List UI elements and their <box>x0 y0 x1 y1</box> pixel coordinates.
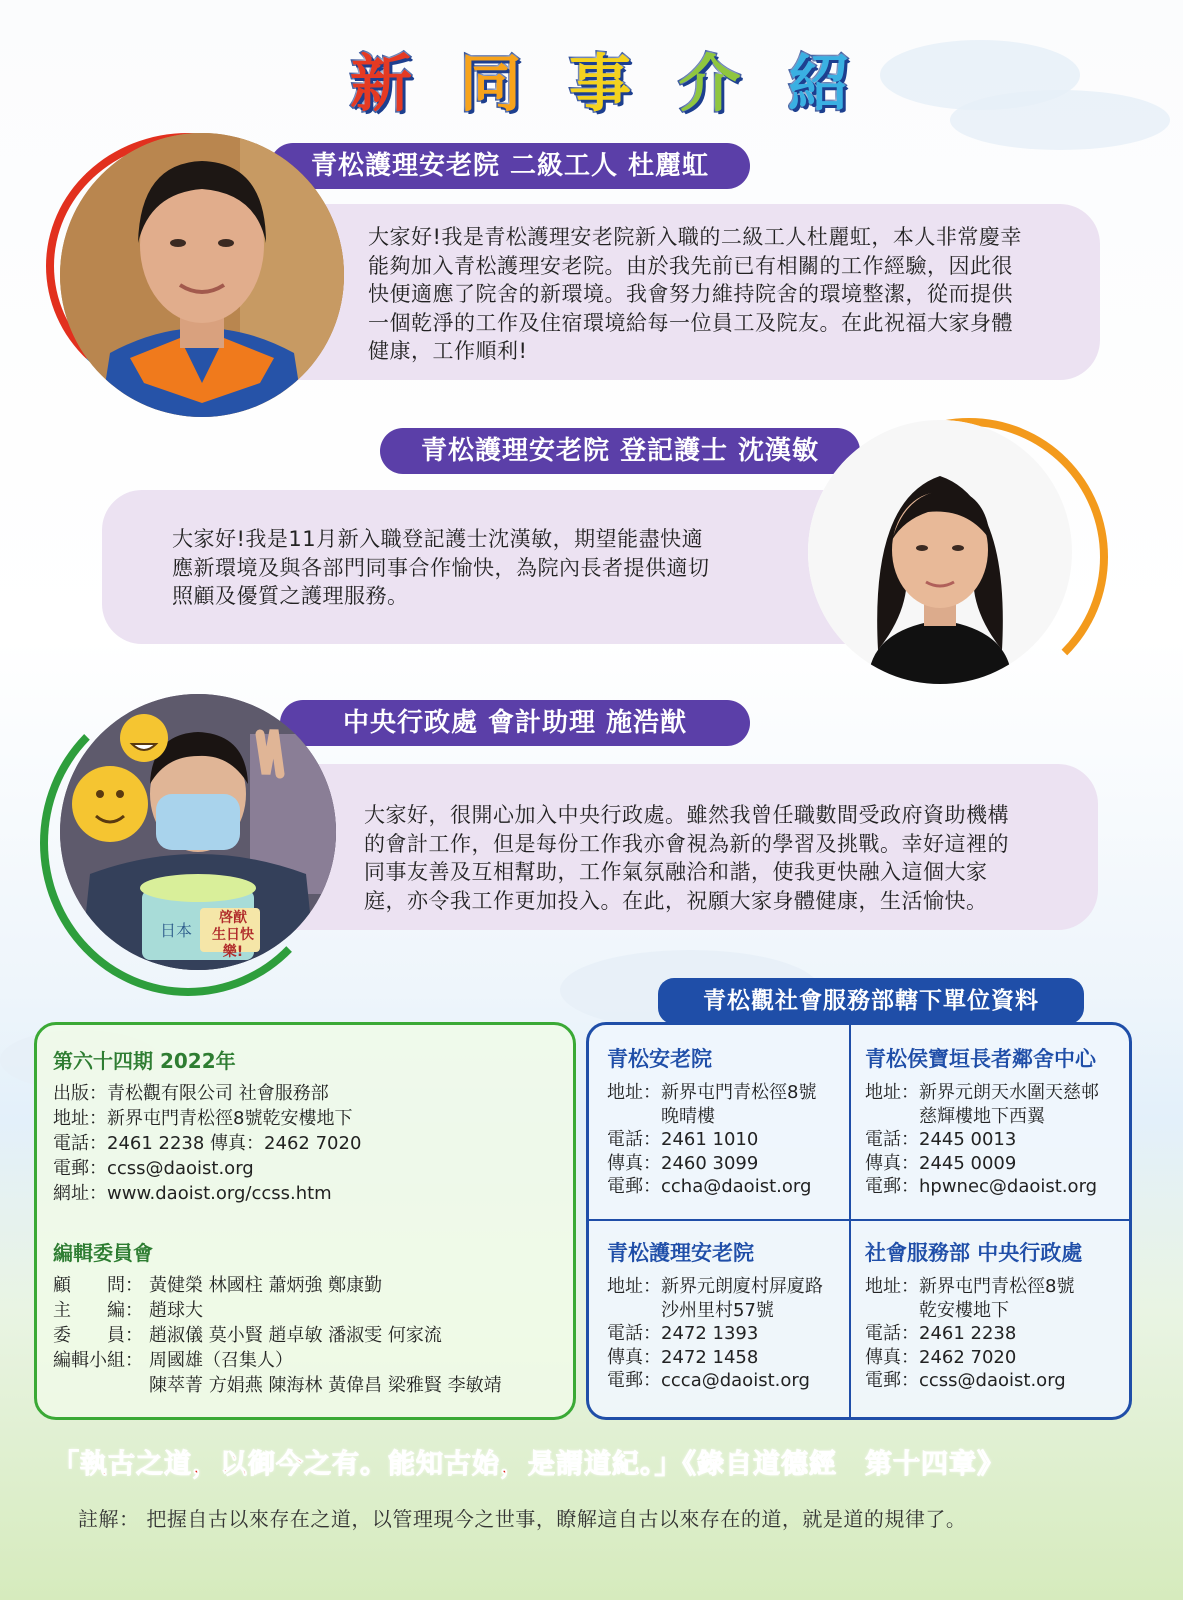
committee-names: 周國雄（召集人） <box>149 1350 293 1371</box>
committee-role: 委 員： <box>53 1325 143 1346</box>
publisher-line: 出版：青松觀有限公司 社會服務部 <box>53 1083 329 1104</box>
portrait-image <box>808 420 1072 684</box>
staff-1-text <box>368 223 1088 366</box>
units-banner: 青松觀社會服務部轄下單位資料 <box>658 978 1084 1024</box>
staff-3-text-line: 的會計工作，但是每份工作我亦會視為新的學習及挑戰。幸好這裡的 <box>364 831 1009 856</box>
unit-line: 電郵：ccca@daoist.org <box>607 1370 810 1391</box>
units-box <box>586 1022 1132 1420</box>
publisher-line: 網址：www.daoist.org/ccss.htm <box>53 1183 332 1204</box>
unit-card <box>865 1237 1082 1393</box>
staff-3-text-line: 庭，亦令我工作更加投入。在此，祝願大家身體健康，生活愉快。 <box>364 888 988 913</box>
staff-2-photo <box>808 420 1072 684</box>
birthday-card-line: 啓猷 <box>219 910 247 926</box>
committee-names: 趙球大 <box>149 1300 203 1321</box>
staff-2-heading: 青松護理安老院 登記護士 沈漢敏 <box>380 428 860 474</box>
committee-role: 顧 問： <box>53 1275 143 1296</box>
staff-1-text-line: 大家好!我是青松護理安老院新入職的二級工人杜麗虹，本人非常慶幸 <box>368 225 1022 249</box>
unit-line: 乾安樓地下 <box>865 1299 1009 1321</box>
publisher-details <box>53 1081 361 1206</box>
staff-3-text-line: 同事友善及互相幫助，工作氣氛融洽和諧，使我更快融入這個大家 <box>364 860 988 884</box>
staff-1-text-line: 能夠加入青松護理安老院。由於我先前已有相關的工作經驗，因此很 <box>368 253 1013 278</box>
unit-card <box>865 1043 1099 1199</box>
staff-1-photo <box>60 133 344 417</box>
title-char: 紹 <box>787 47 850 120</box>
unit-line: 電話：2461 1010 <box>607 1129 759 1150</box>
title-char: 介 <box>678 47 741 120</box>
portrait-image <box>60 694 336 970</box>
committee-row <box>53 1373 502 1398</box>
unit-line: 電話：2445 0013 <box>865 1129 1017 1150</box>
staff-1-heading: 青松護理安老院 二級工人 杜麗虹 <box>270 143 750 189</box>
page-title <box>350 44 850 124</box>
unit-line: 電郵：ccha@daoist.org <box>607 1176 812 1197</box>
cloud-decoration <box>950 90 1170 150</box>
unit-line: 傳真：2462 7020 <box>865 1346 1017 1368</box>
unit-name: 青松侯寶垣長者鄰舍中心 <box>865 1047 1096 1071</box>
staff-3-text <box>364 801 1084 915</box>
issue-number: 第六十四期 2022年 <box>53 1049 236 1073</box>
staff-2-text-line: 大家好!我是11月新入職登記護士沈漢敏，期望能盡快適 <box>172 527 704 551</box>
unit-name: 青松護理安老院 <box>607 1241 754 1265</box>
committee-row <box>53 1298 502 1323</box>
unit-line: 地址：新界元朗廈村屏廈路 <box>607 1276 823 1297</box>
staff-2-text-line: 照顧及優質之護理服務。 <box>172 584 409 608</box>
title-char: 新 <box>350 47 413 120</box>
quote-annotation: 註解： 把握自古以來存在之道，以管理現今之世事，瞭解這自古以來存在的道，就是道的規律了。 <box>78 1507 967 1531</box>
title-char: 事 <box>568 47 631 120</box>
staff-3-photo <box>60 694 336 970</box>
staff-3-text-line: 大家好，很開心加入中央行政處。雖然我曾任職數間受政府資助機構 <box>364 803 1009 827</box>
unit-line: 慈輝樓地下西翼 <box>865 1105 1045 1127</box>
publisher-line: 地址：新界屯門青松徑8號乾安樓地下 <box>53 1108 353 1129</box>
unit-line: 傳真：2460 3099 <box>607 1152 759 1174</box>
birthday-card-line: 生日快樂! <box>212 927 254 960</box>
staff-2-text-line: 應新環境及與各部門同事合作愉快，為院內長者提供適切 <box>172 555 710 580</box>
title-char: 同 <box>459 47 522 120</box>
units-divider-horizontal <box>589 1219 1129 1221</box>
staff-2-text <box>172 525 812 611</box>
unit-line: 電話：2461 2238 <box>865 1323 1017 1344</box>
units-divider-vertical <box>849 1025 851 1417</box>
committee-names: 趙淑儀 莫小賢 趙卓敏 潘淑雯 何家流 <box>149 1325 442 1346</box>
publication-info-box <box>34 1022 576 1420</box>
staff-3-heading: 中央行政處 會計助理 施浩猷 <box>280 700 750 746</box>
staff-1-text-line: 快便適應了院舍的新環境。我會努力維持院舍的環境整潔，從而提供 <box>368 282 1013 306</box>
committee-row <box>53 1323 502 1348</box>
portrait-image <box>60 133 344 417</box>
unit-line: 地址：新界屯門青松徑8號 <box>607 1082 817 1103</box>
committee-row <box>53 1348 502 1373</box>
unit-line: 電郵：hpwnec@daoist.org <box>865 1176 1098 1197</box>
unit-name: 青松安老院 <box>607 1047 712 1071</box>
unit-card <box>607 1237 823 1393</box>
committee-list <box>53 1273 502 1398</box>
staff-1-text-line: 健康，工作順利! <box>368 339 528 363</box>
unit-name: 社會服務部 中央行政處 <box>865 1241 1083 1265</box>
committee-role: 主 編： <box>53 1300 143 1321</box>
committee-names: 陳萃菁 方娟燕 陳海林 黃偉昌 梁雅賢 李敏靖 <box>149 1375 502 1396</box>
unit-line: 地址：新界元朗天水圍天慈邨 <box>865 1082 1099 1103</box>
unit-line: 電郵：ccss@daoist.org <box>865 1370 1066 1391</box>
committee-role: 編輯小組： <box>53 1350 143 1371</box>
committee-row <box>53 1273 502 1298</box>
publisher-line: 電郵：ccss@daoist.org <box>53 1158 254 1179</box>
staff-1-text-line: 一個乾淨的工作及住宿環境給每一位員工及院友。在此祝福大家身體 <box>368 310 1013 335</box>
committee-title: 編輯委員會 <box>53 1241 153 1265</box>
birthday-card <box>204 910 262 961</box>
unit-line: 傳真：2472 1458 <box>607 1346 759 1368</box>
unit-line: 晚晴樓 <box>607 1105 715 1127</box>
committee-names: 黃健榮 林國柱 蕭炳強 鄭康勤 <box>149 1275 383 1296</box>
unit-line: 電話：2472 1393 <box>607 1323 759 1344</box>
unit-card <box>607 1043 816 1199</box>
cake-label: 日本 <box>160 921 193 940</box>
daodejing-quote: 「執古之道，以御今之有。能知古始，是謂道紀。」《錄自道德經 第十四章》 <box>52 1449 1005 1480</box>
unit-line: 傳真：2445 0009 <box>865 1152 1017 1174</box>
unit-line: 地址：新界屯門青松徑8號 <box>865 1276 1075 1297</box>
unit-line: 沙州里村57號 <box>607 1299 774 1321</box>
publisher-line: 電話：2461 2238 傳真：2462 7020 <box>53 1133 362 1154</box>
